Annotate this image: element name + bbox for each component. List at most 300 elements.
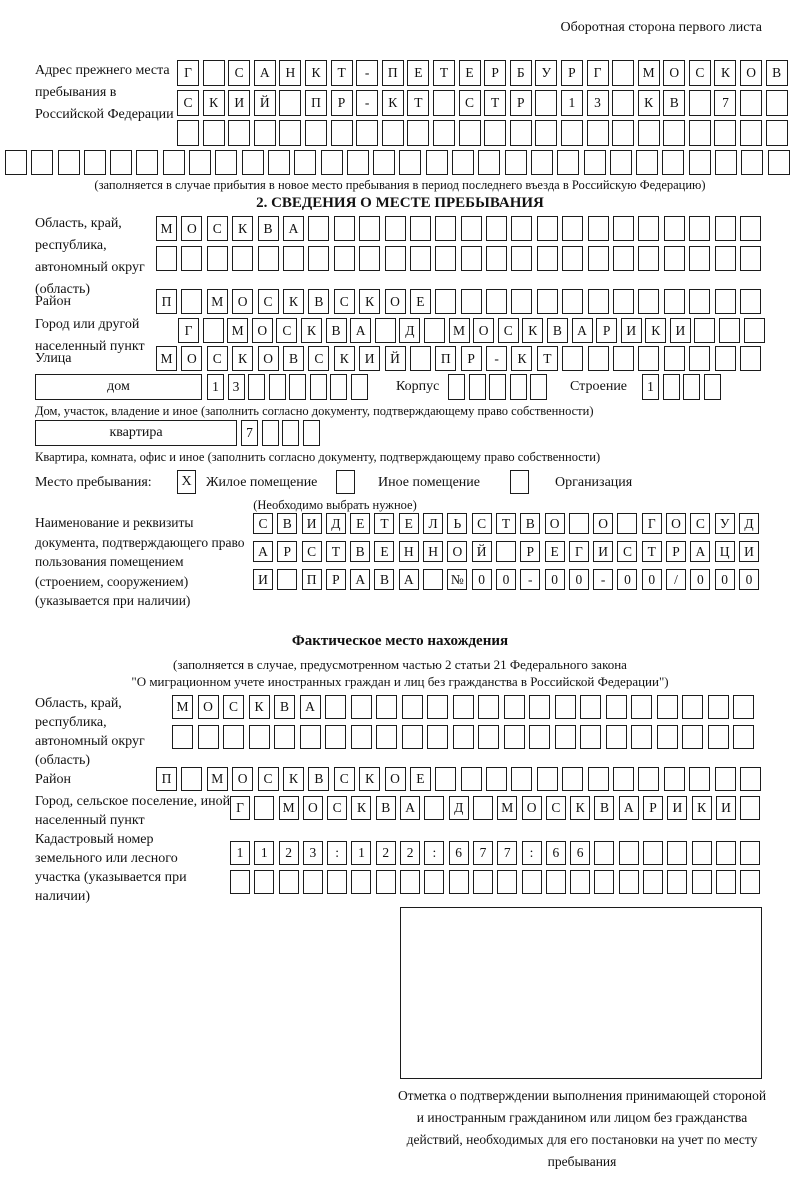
- char-cell[interactable]: [740, 841, 760, 865]
- char-cell[interactable]: [461, 246, 482, 271]
- char-cell[interactable]: И: [228, 90, 250, 116]
- char-cell[interactable]: [31, 150, 53, 175]
- char-cell[interactable]: С: [334, 289, 355, 314]
- char-cell[interactable]: С: [228, 60, 250, 86]
- char-cell[interactable]: [511, 246, 532, 271]
- char-cell[interactable]: [376, 725, 397, 749]
- char-cell[interactable]: [537, 216, 558, 241]
- char-cell[interactable]: 1: [207, 374, 224, 400]
- char-cell[interactable]: Т: [326, 541, 346, 562]
- korpus-row[interactable]: [448, 374, 547, 400]
- char-cell[interactable]: [667, 870, 687, 894]
- char-cell[interactable]: [359, 216, 380, 241]
- char-cell[interactable]: [689, 120, 711, 146]
- char-cell[interactable]: В: [308, 767, 329, 791]
- char-cell[interactable]: П: [302, 569, 322, 590]
- char-cell[interactable]: [459, 120, 481, 146]
- char-cell[interactable]: [486, 289, 507, 314]
- char-cell[interactable]: А: [300, 695, 321, 719]
- prev-address-row-1[interactable]: [177, 60, 788, 86]
- char-cell[interactable]: [375, 318, 396, 343]
- char-cell[interactable]: О: [593, 513, 613, 534]
- char-cell[interactable]: С: [546, 796, 566, 820]
- char-cell[interactable]: [435, 246, 456, 271]
- char-cell[interactable]: О: [232, 289, 253, 314]
- char-cell[interactable]: [382, 120, 404, 146]
- char-cell[interactable]: А: [350, 318, 371, 343]
- char-cell[interactable]: 1: [254, 841, 274, 865]
- char-cell[interactable]: О: [258, 346, 279, 371]
- char-cell[interactable]: К: [305, 60, 327, 86]
- char-cell[interactable]: [172, 725, 193, 749]
- char-cell[interactable]: [497, 870, 517, 894]
- char-cell[interactable]: [486, 767, 507, 791]
- fact-oblast-row-2[interactable]: [172, 725, 754, 749]
- char-cell[interactable]: [610, 150, 632, 175]
- char-cell[interactable]: Г: [177, 60, 199, 86]
- char-cell[interactable]: [228, 120, 250, 146]
- char-cell[interactable]: [663, 120, 685, 146]
- char-cell[interactable]: К: [232, 346, 253, 371]
- char-cell[interactable]: [424, 796, 444, 820]
- char-cell[interactable]: Р: [277, 541, 297, 562]
- char-cell[interactable]: Г: [569, 541, 589, 562]
- char-cell[interactable]: [279, 90, 301, 116]
- char-cell[interactable]: К: [232, 216, 253, 241]
- char-cell[interactable]: [588, 767, 609, 791]
- char-cell[interactable]: В: [663, 90, 685, 116]
- char-cell[interactable]: С: [223, 695, 244, 719]
- char-cell[interactable]: [258, 246, 279, 271]
- char-cell[interactable]: [351, 695, 372, 719]
- char-cell[interactable]: К: [714, 60, 736, 86]
- char-cell[interactable]: О: [252, 318, 273, 343]
- char-cell[interactable]: С: [207, 216, 228, 241]
- kvartira-row[interactable]: [241, 420, 320, 446]
- char-cell[interactable]: [715, 346, 736, 371]
- char-cell[interactable]: [308, 216, 329, 241]
- char-cell[interactable]: [110, 150, 132, 175]
- char-cell[interactable]: [84, 150, 106, 175]
- char-cell[interactable]: [242, 150, 264, 175]
- char-cell[interactable]: [385, 216, 406, 241]
- char-cell[interactable]: В: [350, 541, 370, 562]
- char-cell[interactable]: /: [666, 569, 686, 590]
- char-cell[interactable]: Р: [326, 569, 346, 590]
- char-cell[interactable]: [529, 695, 550, 719]
- char-cell[interactable]: [715, 150, 737, 175]
- char-cell[interactable]: С: [617, 541, 637, 562]
- char-cell[interactable]: Г: [642, 513, 662, 534]
- char-cell[interactable]: О: [198, 695, 219, 719]
- char-cell[interactable]: [689, 767, 710, 791]
- char-cell[interactable]: Е: [407, 60, 429, 86]
- char-cell[interactable]: К: [359, 289, 380, 314]
- char-cell[interactable]: [248, 374, 265, 400]
- char-cell[interactable]: [410, 246, 431, 271]
- char-cell[interactable]: О: [181, 346, 202, 371]
- zhiloe-checkbox[interactable]: X: [177, 470, 196, 494]
- char-cell[interactable]: [638, 289, 659, 314]
- char-cell[interactable]: [584, 150, 606, 175]
- char-cell[interactable]: [433, 90, 455, 116]
- char-cell[interactable]: Н: [279, 60, 301, 86]
- char-cell[interactable]: [249, 725, 270, 749]
- char-cell[interactable]: [740, 767, 761, 791]
- char-cell[interactable]: [269, 374, 286, 400]
- char-cell[interactable]: [606, 725, 627, 749]
- char-cell[interactable]: С: [334, 767, 355, 791]
- char-cell[interactable]: -: [520, 569, 540, 590]
- char-cell[interactable]: [580, 725, 601, 749]
- stroenie-row[interactable]: [642, 374, 721, 400]
- char-cell[interactable]: А: [690, 541, 710, 562]
- char-cell[interactable]: [535, 90, 557, 116]
- char-cell[interactable]: И: [253, 569, 273, 590]
- char-cell[interactable]: [766, 120, 788, 146]
- char-cell[interactable]: 7: [473, 841, 493, 865]
- char-cell[interactable]: Р: [510, 90, 532, 116]
- char-cell[interactable]: [207, 246, 228, 271]
- char-cell[interactable]: [424, 318, 445, 343]
- char-cell[interactable]: [638, 346, 659, 371]
- char-cell[interactable]: [580, 695, 601, 719]
- char-cell[interactable]: С: [258, 767, 279, 791]
- char-cell[interactable]: [741, 150, 763, 175]
- char-cell[interactable]: В: [283, 346, 304, 371]
- char-cell[interactable]: [230, 870, 250, 894]
- char-cell[interactable]: [557, 150, 579, 175]
- char-cell[interactable]: В: [520, 513, 540, 534]
- char-cell[interactable]: У: [715, 513, 735, 534]
- char-cell[interactable]: [334, 216, 355, 241]
- char-cell[interactable]: :: [327, 841, 347, 865]
- char-cell[interactable]: 2: [400, 841, 420, 865]
- char-cell[interactable]: [522, 870, 542, 894]
- char-cell[interactable]: [662, 150, 684, 175]
- char-cell[interactable]: [570, 870, 590, 894]
- char-cell[interactable]: [588, 216, 609, 241]
- char-cell[interactable]: А: [572, 318, 593, 343]
- char-cell[interactable]: [461, 767, 482, 791]
- char-cell[interactable]: П: [156, 289, 177, 314]
- char-cell[interactable]: В: [274, 695, 295, 719]
- char-cell[interactable]: П: [435, 346, 456, 371]
- char-cell[interactable]: О: [473, 318, 494, 343]
- char-cell[interactable]: [588, 246, 609, 271]
- char-cell[interactable]: [424, 870, 444, 894]
- char-cell[interactable]: К: [511, 346, 532, 371]
- char-cell[interactable]: [325, 695, 346, 719]
- char-cell[interactable]: [664, 246, 685, 271]
- char-cell[interactable]: [282, 420, 299, 446]
- char-cell[interactable]: [664, 767, 685, 791]
- char-cell[interactable]: [594, 870, 614, 894]
- char-cell[interactable]: 1: [642, 374, 659, 400]
- char-cell[interactable]: [617, 513, 637, 534]
- char-cell[interactable]: [613, 246, 634, 271]
- char-cell[interactable]: [612, 60, 634, 86]
- char-cell[interactable]: А: [619, 796, 639, 820]
- char-cell[interactable]: М: [497, 796, 517, 820]
- char-cell[interactable]: С: [308, 346, 329, 371]
- char-cell[interactable]: 6: [449, 841, 469, 865]
- char-cell[interactable]: В: [326, 318, 347, 343]
- char-cell[interactable]: [478, 150, 500, 175]
- char-cell[interactable]: К: [692, 796, 712, 820]
- char-cell[interactable]: С: [253, 513, 273, 534]
- char-cell[interactable]: [484, 120, 506, 146]
- char-cell[interactable]: П: [382, 60, 404, 86]
- char-cell[interactable]: [486, 246, 507, 271]
- char-cell[interactable]: [58, 150, 80, 175]
- char-cell[interactable]: [588, 346, 609, 371]
- char-cell[interactable]: Р: [643, 796, 663, 820]
- char-cell[interactable]: [766, 90, 788, 116]
- char-cell[interactable]: [294, 150, 316, 175]
- char-cell[interactable]: [203, 120, 225, 146]
- char-cell[interactable]: [619, 870, 639, 894]
- char-cell[interactable]: Г: [178, 318, 199, 343]
- document-row-2[interactable]: [253, 541, 759, 562]
- char-cell[interactable]: [562, 289, 583, 314]
- char-cell[interactable]: 0: [642, 569, 662, 590]
- char-cell[interactable]: [510, 374, 527, 400]
- char-cell[interactable]: [198, 725, 219, 749]
- char-cell[interactable]: Т: [374, 513, 394, 534]
- char-cell[interactable]: С: [177, 90, 199, 116]
- char-cell[interactable]: О: [447, 541, 467, 562]
- char-cell[interactable]: 7: [497, 841, 517, 865]
- char-cell[interactable]: [715, 216, 736, 241]
- char-cell[interactable]: Г: [587, 60, 609, 86]
- char-cell[interactable]: [561, 120, 583, 146]
- oblast-row-1[interactable]: [156, 216, 761, 241]
- char-cell[interactable]: К: [382, 90, 404, 116]
- char-cell[interactable]: И: [593, 541, 613, 562]
- char-cell[interactable]: С: [276, 318, 297, 343]
- char-cell[interactable]: 0: [472, 569, 492, 590]
- char-cell[interactable]: О: [303, 796, 323, 820]
- char-cell[interactable]: [452, 150, 474, 175]
- char-cell[interactable]: К: [351, 796, 371, 820]
- char-cell[interactable]: К: [359, 767, 380, 791]
- char-cell[interactable]: О: [740, 60, 762, 86]
- char-cell[interactable]: К: [283, 767, 304, 791]
- char-cell[interactable]: 0: [545, 569, 565, 590]
- char-cell[interactable]: Д: [739, 513, 759, 534]
- char-cell[interactable]: М: [449, 318, 470, 343]
- char-cell[interactable]: [733, 725, 754, 749]
- char-cell[interactable]: М: [172, 695, 193, 719]
- char-cell[interactable]: [505, 150, 527, 175]
- char-cell[interactable]: С: [258, 289, 279, 314]
- char-cell[interactable]: -: [356, 90, 378, 116]
- char-cell[interactable]: Т: [496, 513, 516, 534]
- char-cell[interactable]: [733, 695, 754, 719]
- char-cell[interactable]: [555, 695, 576, 719]
- char-cell[interactable]: В: [374, 569, 394, 590]
- char-cell[interactable]: [427, 695, 448, 719]
- char-cell[interactable]: [435, 216, 456, 241]
- oblast-row-2[interactable]: [156, 246, 761, 271]
- char-cell[interactable]: К: [645, 318, 666, 343]
- char-cell[interactable]: [5, 150, 27, 175]
- char-cell[interactable]: А: [399, 569, 419, 590]
- char-cell[interactable]: [689, 289, 710, 314]
- char-cell[interactable]: -: [356, 60, 378, 86]
- char-cell[interactable]: 2: [376, 841, 396, 865]
- char-cell[interactable]: [704, 374, 721, 400]
- char-cell[interactable]: И: [739, 541, 759, 562]
- char-cell[interactable]: 1: [230, 841, 250, 865]
- char-cell[interactable]: [376, 695, 397, 719]
- char-cell[interactable]: [689, 246, 710, 271]
- char-cell[interactable]: С: [689, 60, 711, 86]
- char-cell[interactable]: [203, 60, 225, 86]
- char-cell[interactable]: [308, 246, 329, 271]
- char-cell[interactable]: [692, 841, 712, 865]
- char-cell[interactable]: [254, 870, 274, 894]
- char-cell[interactable]: [254, 796, 274, 820]
- char-cell[interactable]: [232, 246, 253, 271]
- char-cell[interactable]: 3: [228, 374, 245, 400]
- char-cell[interactable]: [399, 150, 421, 175]
- char-cell[interactable]: [562, 246, 583, 271]
- char-cell[interactable]: [546, 870, 566, 894]
- char-cell[interactable]: О: [232, 767, 253, 791]
- fact-kadastr-row-2[interactable]: [230, 870, 760, 894]
- char-cell[interactable]: 1: [351, 841, 371, 865]
- char-cell[interactable]: С: [690, 513, 710, 534]
- char-cell[interactable]: 7: [241, 420, 258, 446]
- char-cell[interactable]: К: [522, 318, 543, 343]
- char-cell[interactable]: Р: [666, 541, 686, 562]
- char-cell[interactable]: Й: [472, 541, 492, 562]
- char-cell[interactable]: [181, 289, 202, 314]
- char-cell[interactable]: [708, 725, 729, 749]
- char-cell[interactable]: И: [302, 513, 322, 534]
- char-cell[interactable]: К: [249, 695, 270, 719]
- fact-oblast-row-1[interactable]: [172, 695, 754, 719]
- char-cell[interactable]: [663, 374, 680, 400]
- char-cell[interactable]: [279, 120, 301, 146]
- char-cell[interactable]: [689, 346, 710, 371]
- char-cell[interactable]: [435, 767, 456, 791]
- char-cell[interactable]: [461, 216, 482, 241]
- char-cell[interactable]: [203, 318, 224, 343]
- char-cell[interactable]: И: [716, 796, 736, 820]
- char-cell[interactable]: [448, 374, 465, 400]
- char-cell[interactable]: О: [385, 767, 406, 791]
- char-cell[interactable]: О: [666, 513, 686, 534]
- char-cell[interactable]: Ь: [447, 513, 467, 534]
- char-cell[interactable]: [689, 90, 711, 116]
- char-cell[interactable]: [740, 346, 761, 371]
- char-cell[interactable]: :: [522, 841, 542, 865]
- char-cell[interactable]: [181, 767, 202, 791]
- char-cell[interactable]: 7: [714, 90, 736, 116]
- char-cell[interactable]: [469, 374, 486, 400]
- char-cell[interactable]: [638, 767, 659, 791]
- char-cell[interactable]: К: [203, 90, 225, 116]
- char-cell[interactable]: [325, 725, 346, 749]
- char-cell[interactable]: В: [258, 216, 279, 241]
- char-cell[interactable]: Е: [374, 541, 394, 562]
- char-cell[interactable]: [402, 725, 423, 749]
- char-cell[interactable]: [664, 289, 685, 314]
- char-cell[interactable]: И: [359, 346, 380, 371]
- fact-kadastr-row-1[interactable]: [230, 841, 760, 865]
- char-cell[interactable]: Р: [561, 60, 583, 86]
- char-cell[interactable]: Й: [385, 346, 406, 371]
- char-cell[interactable]: [689, 150, 711, 175]
- char-cell[interactable]: О: [522, 796, 542, 820]
- char-cell[interactable]: [321, 150, 343, 175]
- char-cell[interactable]: В: [376, 796, 396, 820]
- char-cell[interactable]: [715, 767, 736, 791]
- char-cell[interactable]: Р: [596, 318, 617, 343]
- char-cell[interactable]: С: [498, 318, 519, 343]
- char-cell[interactable]: [511, 216, 532, 241]
- char-cell[interactable]: 0: [690, 569, 710, 590]
- document-row-3[interactable]: [253, 569, 759, 590]
- char-cell[interactable]: [410, 216, 431, 241]
- char-cell[interactable]: [289, 374, 306, 400]
- char-cell[interactable]: С: [472, 513, 492, 534]
- char-cell[interactable]: [303, 870, 323, 894]
- char-cell[interactable]: Т: [331, 60, 353, 86]
- char-cell[interactable]: [303, 420, 320, 446]
- char-cell[interactable]: [692, 870, 712, 894]
- char-cell[interactable]: [664, 216, 685, 241]
- char-cell[interactable]: [268, 150, 290, 175]
- char-cell[interactable]: [714, 120, 736, 146]
- char-cell[interactable]: А: [400, 796, 420, 820]
- char-cell[interactable]: Т: [537, 346, 558, 371]
- char-cell[interactable]: [682, 695, 703, 719]
- char-cell[interactable]: Л: [423, 513, 443, 534]
- char-cell[interactable]: М: [207, 289, 228, 314]
- char-cell[interactable]: [682, 725, 703, 749]
- char-cell[interactable]: Ц: [715, 541, 735, 562]
- char-cell[interactable]: [283, 246, 304, 271]
- prev-address-row-2[interactable]: [177, 90, 788, 116]
- char-cell[interactable]: [537, 246, 558, 271]
- char-cell[interactable]: 3: [303, 841, 323, 865]
- char-cell[interactable]: [537, 767, 558, 791]
- char-cell[interactable]: 1: [561, 90, 583, 116]
- char-cell[interactable]: М: [227, 318, 248, 343]
- char-cell[interactable]: П: [156, 767, 177, 791]
- char-cell[interactable]: К: [334, 346, 355, 371]
- char-cell[interactable]: [156, 246, 177, 271]
- char-cell[interactable]: [504, 695, 525, 719]
- char-cell[interactable]: [254, 120, 276, 146]
- char-cell[interactable]: [215, 150, 237, 175]
- char-cell[interactable]: Д: [449, 796, 469, 820]
- char-cell[interactable]: М: [156, 346, 177, 371]
- char-cell[interactable]: [612, 90, 634, 116]
- char-cell[interactable]: [740, 246, 761, 271]
- char-cell[interactable]: [613, 289, 634, 314]
- char-cell[interactable]: И: [621, 318, 642, 343]
- char-cell[interactable]: К: [570, 796, 590, 820]
- char-cell[interactable]: Н: [399, 541, 419, 562]
- char-cell[interactable]: [555, 725, 576, 749]
- char-cell[interactable]: [189, 150, 211, 175]
- char-cell[interactable]: [305, 120, 327, 146]
